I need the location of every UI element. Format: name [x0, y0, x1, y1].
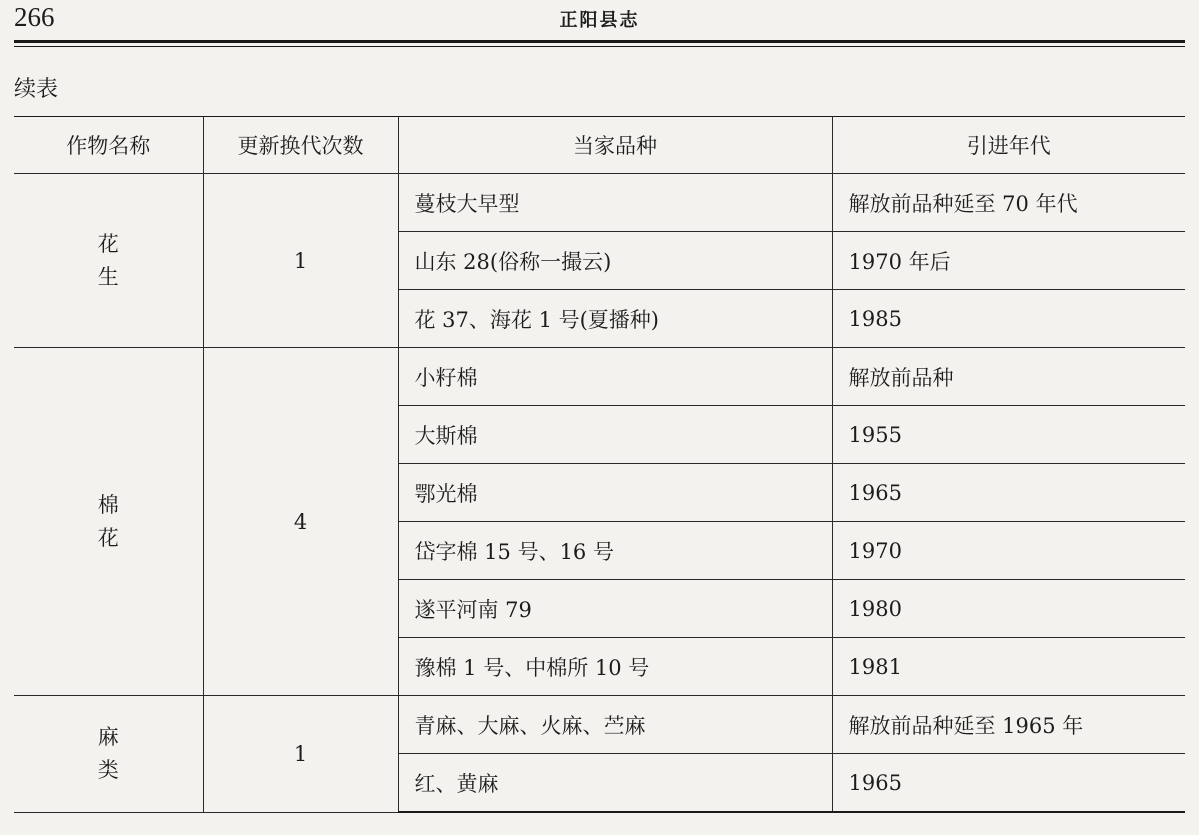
variety-cell: 红、黄麻 [398, 754, 832, 813]
table-row [14, 348, 1185, 406]
table-row [14, 174, 1185, 232]
year-cell: 1985 [832, 290, 1185, 348]
header-rule-thin [14, 46, 1185, 47]
header-update-count: 更新换代次数 [203, 117, 398, 174]
year-cell: 1970 [832, 522, 1185, 580]
year-cell: 解放前品种延至 1965 年 [832, 696, 1185, 754]
year-cell: 1955 [832, 406, 1185, 464]
year-cell: 1980 [832, 580, 1185, 638]
variety-cell: 蔓枝大早型 [398, 174, 832, 232]
variety-cell: 遂平河南 79 [398, 580, 832, 638]
running-head: 正阳县志 [559, 10, 640, 31]
header-main-variety: 当家品种 [398, 117, 832, 174]
crop-cell [14, 174, 203, 348]
variety-cell: 大斯棉 [398, 406, 832, 464]
table-header-row [14, 117, 1185, 174]
year-cell: 解放前品种 [832, 348, 1185, 406]
variety-cell: 小籽棉 [398, 348, 832, 406]
year-cell: 1965 [832, 464, 1185, 522]
variety-cell: 豫棉 1 号、中棉所 10 号 [398, 638, 832, 696]
table-row [14, 696, 1185, 754]
year-cell: 1965 [832, 754, 1185, 813]
crop-variety-table [14, 116, 1185, 813]
crop-name: 棉花 [97, 492, 119, 550]
count-cell: 4 [203, 348, 398, 696]
header-introduced-era: 引进年代 [832, 117, 1185, 174]
year-cell: 解放前品种延至 70 年代 [832, 174, 1185, 232]
variety-cell: 山东 28(俗称一撮云) [398, 232, 832, 290]
header-crop-name: 作物名称 [14, 117, 203, 174]
variety-cell: 花 37、海花 1 号(夏播种) [398, 290, 832, 348]
count-cell: 1 [203, 696, 398, 813]
year-cell: 1981 [832, 638, 1185, 696]
crop-cell [14, 348, 203, 696]
crop-name: 花生 [97, 231, 119, 289]
page-number: 266 [14, 2, 55, 32]
variety-cell: 鄂光棉 [398, 464, 832, 522]
variety-cell: 岱字棉 15 号、16 号 [398, 522, 832, 580]
table-caption: 续表 [14, 77, 59, 102]
year-cell: 1970 年后 [832, 232, 1185, 290]
count-cell: 1 [203, 174, 398, 348]
header-rule-thick [14, 40, 1185, 43]
variety-cell: 青麻、大麻、火麻、苎麻 [398, 696, 832, 754]
crop-cell [14, 696, 203, 813]
crop-name: 麻类 [97, 725, 119, 782]
